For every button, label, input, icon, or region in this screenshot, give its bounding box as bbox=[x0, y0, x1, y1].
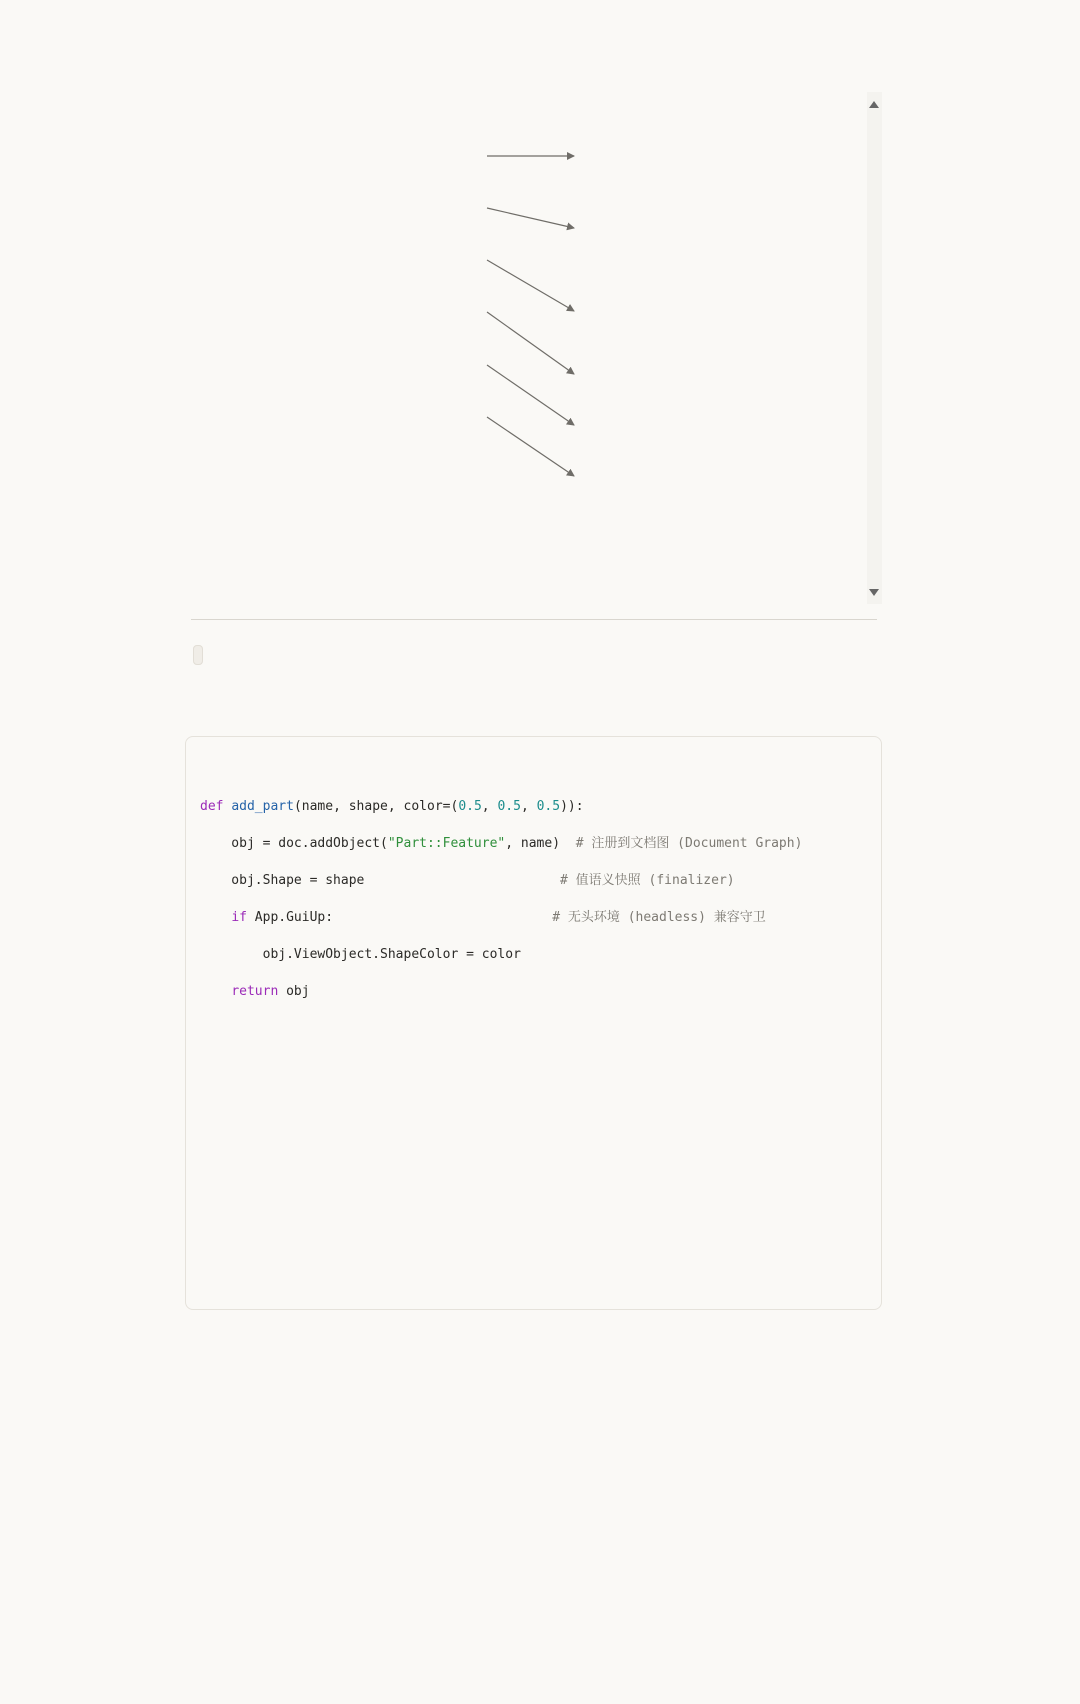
connector-2 bbox=[487, 208, 574, 228]
section-6-title bbox=[193, 644, 203, 664]
architecture-diagram bbox=[190, 92, 882, 604]
scroll-down-icon[interactable] bbox=[869, 589, 879, 596]
connector-5 bbox=[487, 365, 574, 425]
code-line: obj.ViewObject.ShapeColor = color bbox=[200, 947, 521, 962]
code-block[interactable] bbox=[185, 736, 882, 1310]
connector-6 bbox=[487, 417, 574, 476]
connector-3 bbox=[487, 260, 574, 311]
code-line: return obj bbox=[231, 984, 310, 999]
connector-4 bbox=[487, 312, 574, 374]
diagram-scrollbar[interactable] bbox=[867, 92, 882, 604]
code-line: obj = doc.addObject("Part::Feature", name) # 注册到文档图 (Document Graph) bbox=[200, 836, 803, 851]
code-line: if App.GuiUp: # 无头环境 (headless) 兼容守卫 bbox=[231, 910, 766, 925]
diagram-connectors bbox=[190, 92, 867, 604]
code-content[interactable] bbox=[200, 781, 882, 1040]
divider bbox=[191, 619, 877, 620]
code-line bbox=[200, 1018, 882, 1040]
inline-code bbox=[193, 645, 203, 665]
scroll-up-icon[interactable] bbox=[869, 101, 879, 108]
code-line: def add_part(name, shape, color=(0.5, 0.5, 0.5)): bbox=[200, 799, 584, 814]
code-line: obj.Shape = shape # 值语义快照 (finalizer) bbox=[200, 873, 735, 888]
